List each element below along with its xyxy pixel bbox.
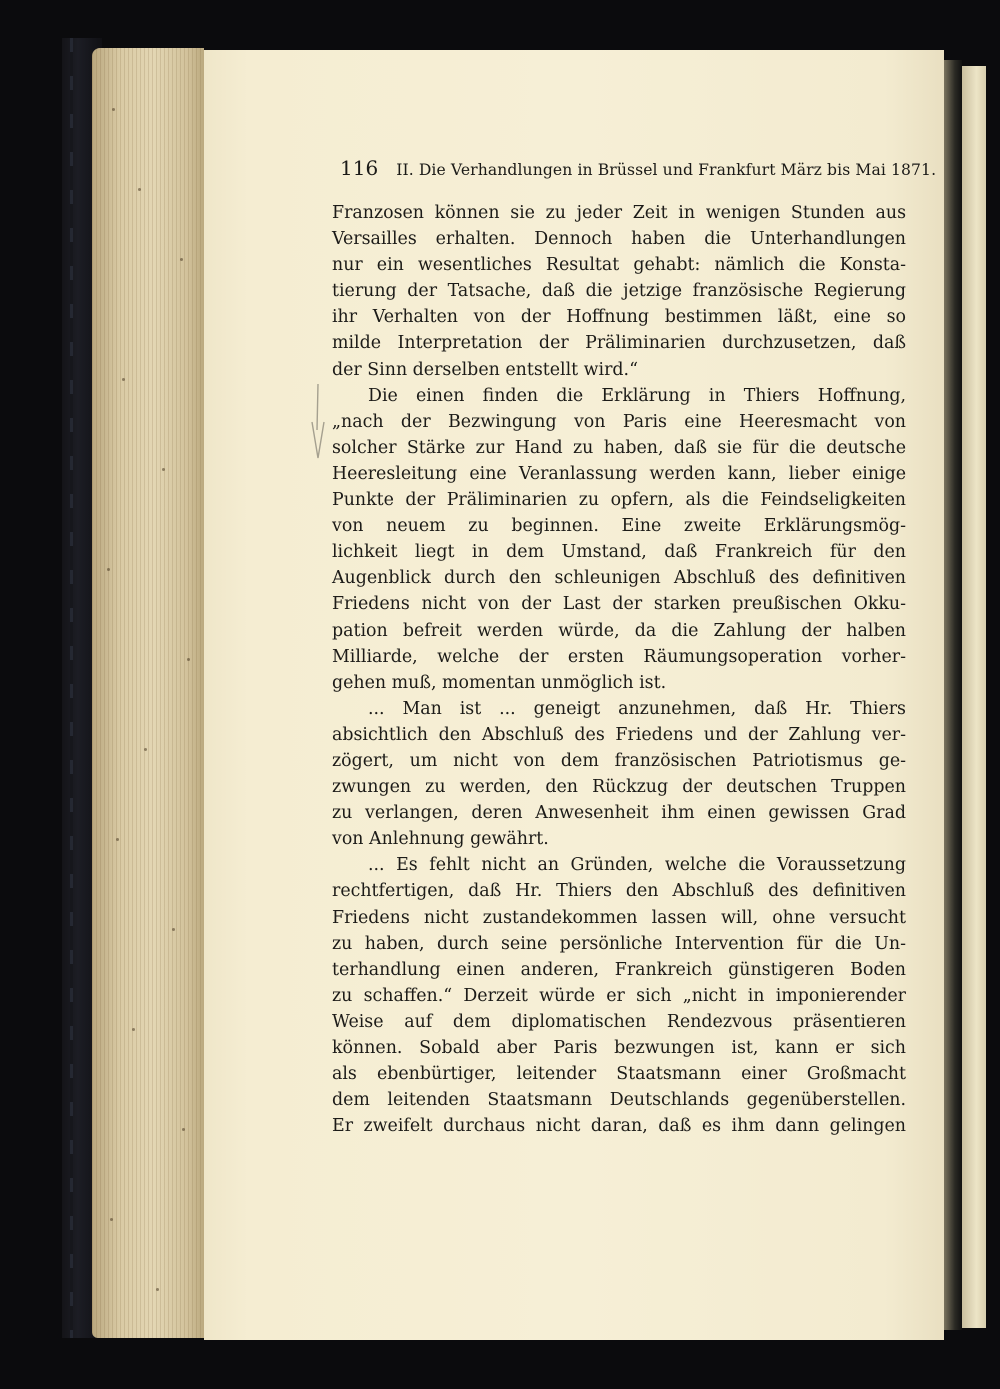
text-line: dem leitenden Staatsmann Deutschlands gegenüberstellen. — [332, 1090, 906, 1111]
text-line: zu haben, durch seine persönliche Intervention für die Un- — [332, 933, 906, 954]
paper-speck — [110, 1218, 113, 1221]
text-line: ... Es fehlt nicht an Gründen, welche die Voraussetzung — [368, 855, 906, 876]
paper-speck — [107, 568, 110, 571]
paper-speck — [187, 658, 190, 661]
page-block-edge — [92, 48, 204, 1338]
paper-speck — [180, 258, 183, 261]
text-line: solcher Stärke zur Hand zu haben, daß sie für die deutsche — [332, 437, 906, 458]
text-line: Die einen finden die Erklärung in Thiers Hoffnung, — [368, 385, 906, 406]
text-line: von neuem zu beginnen. Eine zweite Erklärungsmög- — [332, 516, 906, 537]
paper-speck — [172, 928, 175, 931]
paper-speck — [122, 378, 125, 381]
text-line: nur ein wesentliches Resultat gehabt: nämlich die Konsta- — [332, 255, 906, 276]
pencil-margin-mark — [310, 382, 326, 462]
page-gutter — [944, 60, 962, 1330]
text-line: Milliarde, welche der ersten Räumungsoperation vorher- — [332, 646, 906, 667]
text-line: gehen muß, momentan unmöglich ist. — [332, 672, 667, 693]
text-line: Versailles erhalten. Dennoch haben die Unterhandlungen — [332, 229, 906, 250]
text-line: ihr Verhalten von der Hoffnung bestimmen läßt, eine so — [332, 307, 906, 328]
paper-speck — [112, 108, 115, 111]
text-line: Friedens nicht zustandekommen lassen will, ohne versucht — [332, 907, 906, 928]
text-line: zu verlangen, deren Anwesenheit ihm einen gewissen Grad — [332, 803, 906, 824]
paper-speck — [138, 188, 141, 191]
text-line: können. Sobald aber Paris bezwungen ist, kann er sich — [332, 1038, 906, 1058]
adjacent-page-edge — [962, 66, 986, 1328]
text-line: ... Man ist ... geneigt anzunehmen, daß Hr. Thiers — [368, 698, 906, 719]
text-line: tierung der Tatsache, daß die jetzige französische Regierung — [332, 281, 906, 302]
text-line: terhandlung einen anderen, Frankreich günstigeren Boden — [332, 959, 906, 980]
text-line: lichkeit liegt in dem Umstand, daß Frankreich für den — [332, 542, 906, 563]
text-line: zu schaffen.“ Derzeit würde er sich „nicht in imponierender — [332, 985, 906, 1006]
text-line: Franzosen können sie zu jeder Zeit in wenigen Stunden aus — [332, 203, 906, 223]
paper-speck — [132, 1028, 135, 1031]
paper-speck — [156, 1288, 159, 1291]
text-line: Augenblick durch den schleunigen Abschluß des definitiven — [332, 568, 906, 589]
paper-speck — [182, 1128, 185, 1131]
text-line: zwungen zu werden, den Rückzug der deutschen Truppen — [332, 777, 906, 798]
text-line: absichtlich den Abschluß des Friedens und der Zahlung ver- — [332, 724, 906, 745]
paper-speck — [144, 748, 147, 751]
paper-speck — [162, 468, 165, 471]
text-line: pation befreit werden würde, da die Zahlung der halben — [332, 620, 906, 641]
text-line: der Sinn derselben entstellt wird.“ — [332, 359, 638, 380]
text-line: rechtfertigen, daß Hr. Thiers den Abschluß des definitiven — [332, 881, 906, 902]
body-text — [332, 200, 906, 1139]
page-number: 116 — [340, 156, 379, 180]
text-line: Punkte der Präliminarien zu opfern, als die Feindseligkeiten — [332, 490, 906, 511]
running-title: II. Die Verhandlungen in Brüssel und Frankfurt März bis Mai 1871. — [396, 161, 937, 179]
text-line: milde Interpretation der Präliminarien durchzusetzen, daß — [332, 333, 906, 354]
text-line: Heeresleitung eine Veranlassung werden kann, lieber einige — [332, 463, 906, 484]
text-line: Friedens nicht von der Last der starken preußischen Okku- — [332, 594, 906, 615]
paper-speck — [116, 838, 119, 841]
text-line: als ebenbürtiger, leitender Staatsmann einer Großmacht — [332, 1064, 906, 1085]
text-line: „nach der Bezwingung von Paris eine Heeresmacht von — [332, 411, 906, 432]
text-line: Er zweifelt durchaus nicht daran, daß es ihm dann gelingen — [332, 1116, 906, 1137]
running-head — [340, 156, 937, 184]
text-line: von Anlehnung gewährt. — [332, 829, 549, 850]
text-line: zögert, um nicht von dem französischen Patriotismus ge- — [332, 750, 906, 771]
text-line: Weise auf dem diplomatischen Rendezvous präsentieren — [332, 1011, 906, 1032]
